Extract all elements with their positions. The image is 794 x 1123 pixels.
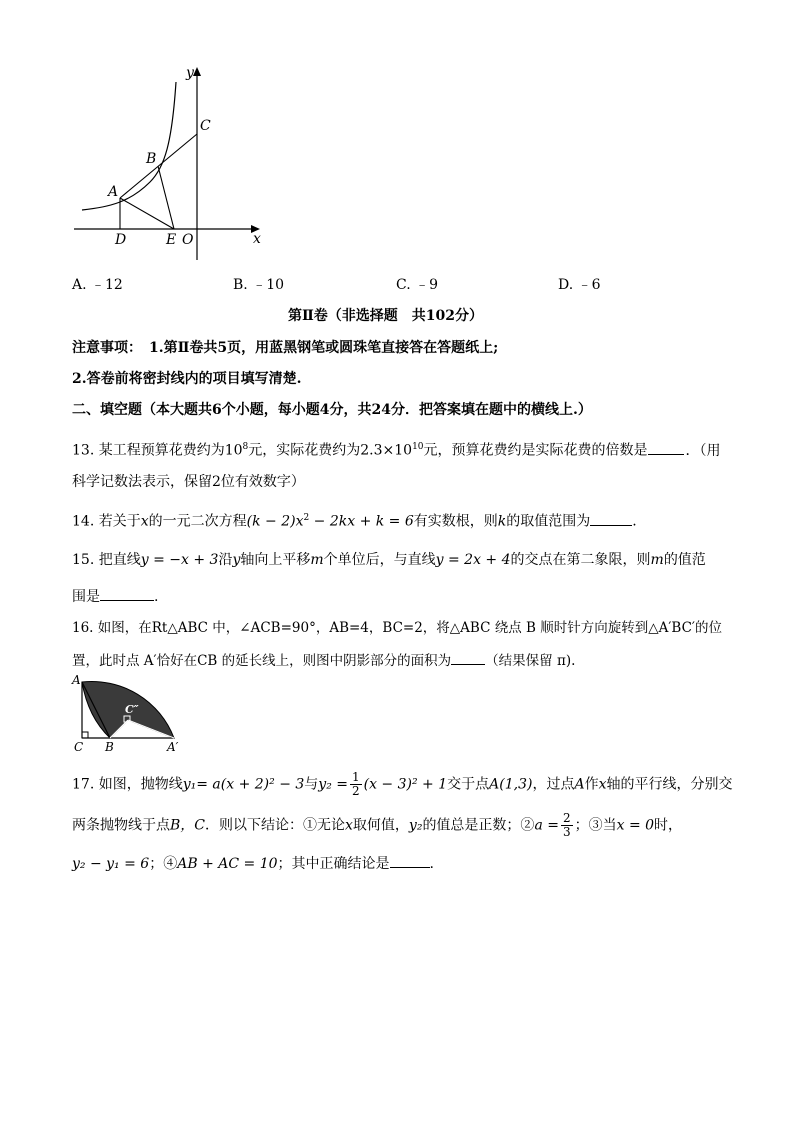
q15-text-b: 沿 xyxy=(218,552,233,568)
part2-title: 第Ⅱ卷（非选择题 共102分） xyxy=(288,308,484,324)
q13-text-b: 元，实际花费约为2.3×10 xyxy=(248,442,413,459)
option-d: D. ﹣6 xyxy=(558,277,601,293)
q13-text-c: 元，预算花费约是实际花费的倍数是 xyxy=(423,442,648,459)
y-axis-label: y xyxy=(186,65,194,81)
q15-var-m: m xyxy=(310,552,324,568)
question-17-line2 xyxy=(72,812,682,839)
q17-frac-num: 1 xyxy=(351,770,360,784)
question-13-line1 xyxy=(72,437,721,461)
q17-point-a: A(1,3) xyxy=(489,776,533,793)
q15-text-d: 个单位后，与直线 xyxy=(323,552,436,568)
coordinate-figure xyxy=(70,62,270,262)
option-b: B. ﹣10 xyxy=(233,277,285,293)
q14-square: 2 xyxy=(303,513,310,523)
q16-text-b: （结果保留 π). xyxy=(485,653,576,669)
q15-text-f: 的值范 xyxy=(663,552,706,568)
q15-var-m2: m xyxy=(650,552,664,568)
q14-var-k: k xyxy=(497,513,507,530)
question-17-line1 xyxy=(72,771,732,798)
q14-equation-part2: − 2kx + k = 6 xyxy=(309,513,414,530)
q17-line3-text-d: ；其中正确结论是 xyxy=(277,856,390,872)
q15-text-c: 轴向上平移 xyxy=(240,552,311,568)
q17-text-f: 轴的平行线，分别交 xyxy=(606,776,733,793)
origin-label: O xyxy=(182,232,194,248)
q17-conclusion4: AB + AC = 10 xyxy=(177,856,278,872)
point-d-label: D xyxy=(115,232,127,248)
q16-answer-blank[interactable] xyxy=(451,650,485,665)
q17-line3-text-b: ；④ xyxy=(149,856,178,872)
q17-text-c: 交于点 xyxy=(447,776,490,793)
question-17-line3 xyxy=(72,853,434,874)
question-15-line1 xyxy=(72,550,706,570)
fig2-point-c-double-prime: C″ xyxy=(125,703,139,716)
q14-text-d: 的取值范围为 xyxy=(506,513,591,530)
q17-frac-den: 2 xyxy=(351,784,360,798)
point-e-label: E xyxy=(166,232,177,248)
q17-var-y2: y₂ xyxy=(408,817,423,834)
q17-text-a: 17. 如图，抛物线 xyxy=(72,776,183,793)
point-b-label: B xyxy=(146,151,157,167)
notice-line1: 注意事项： 1.第Ⅱ卷共5页，用蓝黑钢笔或圆珠笔直接答在答题纸上; xyxy=(72,340,499,356)
option-c: C. ﹣9 xyxy=(396,277,439,293)
q15-text-a: 15. 把直线 xyxy=(72,552,141,568)
fig2-point-b: B xyxy=(105,740,114,754)
notice-line2: 2.答卷前将密封线内的项目填写清楚. xyxy=(72,371,302,387)
q17-fraction-two-thirds xyxy=(561,812,573,839)
x-axis-label: x xyxy=(253,231,261,247)
q17-parabola2-rhs: (x − 3)² + 1 xyxy=(363,776,448,793)
point-a-label: A xyxy=(108,184,119,200)
question-16-line1: 16. 如图，在Rt△ABC 中，∠ACB=90°，AB=4，BC=2，将△ABC 绕点 B 顺时针方向旋转到△A′BC′的位 xyxy=(72,620,722,636)
q17-frac2-num: 2 xyxy=(562,811,571,825)
q15-line2-equation: y = 2x + 4 xyxy=(435,552,511,568)
q17-a-equals: a = xyxy=(534,817,559,834)
q17-conclusion3: y₂ − y₁ = 6 xyxy=(72,856,150,872)
rotation-figure xyxy=(68,672,188,756)
q13-answer-blank[interactable] xyxy=(648,440,684,455)
q17-line2-text-d: 的值总是正数；② xyxy=(422,817,535,834)
q14-text-a: 14. 若关于 xyxy=(72,513,141,530)
question-16-line2 xyxy=(72,650,575,671)
q17-line3-end: . xyxy=(429,856,434,872)
point-c-label: C xyxy=(200,118,211,134)
q15-line2-text: 围是 xyxy=(72,589,100,605)
fig2-point-c: C xyxy=(74,740,84,754)
q14-text-e: . xyxy=(632,513,637,530)
question-13-line2: 科学记数法表示，保留2位有效数字） xyxy=(72,474,305,490)
fig2-point-a-prime: A′ xyxy=(167,740,179,754)
q17-line2-text-a: 两条抛物线于点 xyxy=(72,817,170,834)
q14-text-b: 的一元二次方程 xyxy=(148,513,247,530)
q14-text-c: 有实数根，则 xyxy=(413,513,498,530)
q13-exp2: 10 xyxy=(412,442,424,452)
q14-equation-part1: (k − 2)x xyxy=(246,513,304,530)
q17-text-e: 作 xyxy=(584,776,599,793)
q14-answer-blank[interactable] xyxy=(590,511,632,526)
q17-frac2-den: 3 xyxy=(562,825,571,839)
q15-text-e: 的交点在第二象限，则 xyxy=(510,552,651,568)
fig2-point-a: A xyxy=(72,673,81,687)
q17-text-d: ，过点 xyxy=(532,776,575,793)
q17-x-equals-zero: x = 0 xyxy=(616,817,655,834)
q15-line1-equation: y = −x + 3 xyxy=(140,552,219,568)
section2-title: 二、填空题（本大题共6个小题，每小题4分，共24分．把答案填在题中的横线上.） xyxy=(72,402,592,418)
q13-exp1: 8 xyxy=(242,442,249,452)
q17-line2-text-b: ．则以下结论：①无论 xyxy=(205,817,345,834)
q17-var-a: A xyxy=(574,776,585,793)
question-15-line2 xyxy=(72,586,158,607)
q17-var-x: x xyxy=(598,776,607,793)
q15-end: . xyxy=(154,589,159,605)
q17-answer-blank[interactable] xyxy=(390,853,430,868)
q17-line2-text-c: 取何值， xyxy=(352,817,409,834)
q16-text-a: 置，此时点 A′恰好在CB 的延长线上，则图中阴影部分的面积为 xyxy=(72,653,452,669)
q17-line2-text-f: 时， xyxy=(654,817,683,834)
q17-fraction-half xyxy=(350,771,362,798)
q17-line2-text-e: ；③当 xyxy=(574,817,617,834)
q15-answer-blank[interactable] xyxy=(100,586,154,601)
q13-text-a: 13. 某工程预算花费约为10 xyxy=(72,442,243,459)
option-a: A. ﹣12 xyxy=(72,277,123,293)
q17-text-b: 与 xyxy=(304,776,319,793)
q17-points-bc: B，C xyxy=(170,817,205,834)
q17-var-x2: x xyxy=(345,817,353,834)
q14-var-x: x xyxy=(140,513,149,530)
question-14 xyxy=(72,508,637,532)
q13-text-d: ．（用 xyxy=(685,442,721,459)
q17-parabola1: y₁= a(x + 2)² − 3 xyxy=(182,776,305,793)
q17-parabola2-lhs: y₂ = xyxy=(318,776,348,793)
q15-var-y: y xyxy=(232,552,241,568)
